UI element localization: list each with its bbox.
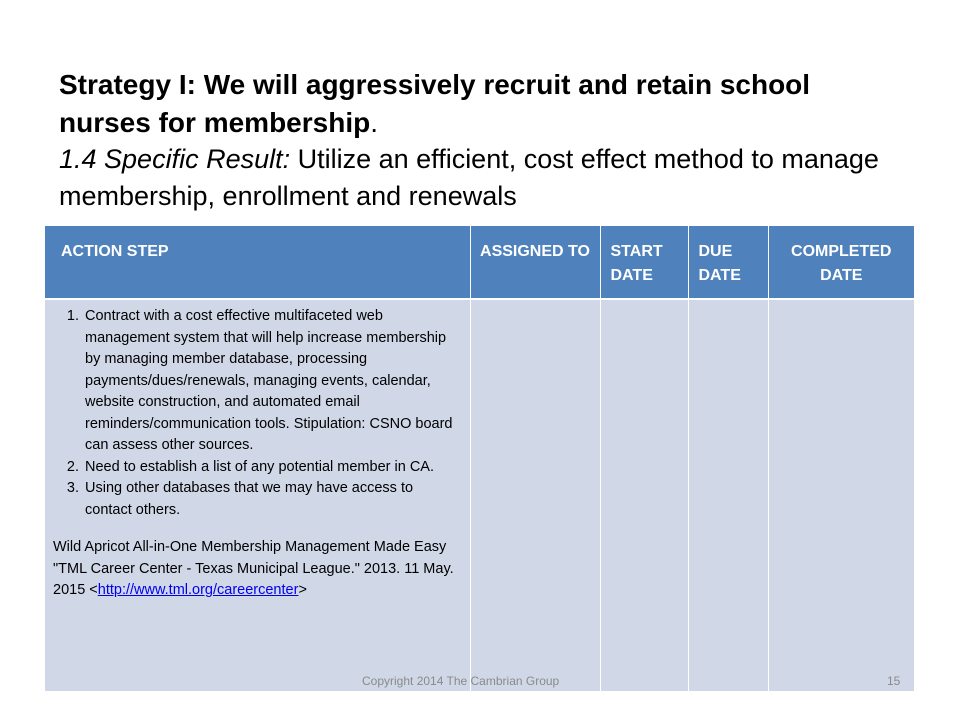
- action-step-item-1: 1. Contract with a cost effective multifaceted web management system that will help increase membership by managing member database, processing payments/dues/renewals, managing events, calendar, website construction, and automated email reminders/communication tools. Stipulation: CSNO board can assess other sources.: [83, 306, 462, 457]
- strategy-heading-line2: [59, 104, 939, 142]
- footer-copyright: Copyright 2014 The Cambrian Group: [362, 674, 560, 688]
- action-step-item-3: 3. Using other databases that we may have access to contact others.: [83, 478, 462, 521]
- strategy-heading-line2-text: nurses for membership: [59, 107, 371, 138]
- header-completed-date: COMPLETED DATE: [768, 226, 914, 299]
- start-date-cell: [600, 299, 688, 691]
- table-header-row: [45, 226, 914, 299]
- career-center-link[interactable]: http://www.tml.org/careercenter: [97, 582, 299, 598]
- action-step-cell: [45, 299, 470, 691]
- reference-note-line1: Wild Apricot All-in-One Membership Management Made Easy: [53, 539, 447, 555]
- reference-citation: "TML Career Center - Texas Municipal League." 2013. 11 May. 2015 <: [53, 560, 454, 598]
- due-date-cell: [688, 299, 768, 691]
- header-assigned-to: ASSIGNED TO: [470, 226, 600, 299]
- completed-date-cell: [768, 299, 914, 691]
- specific-result-text: Utilize an efficient, cost effect method to manage membership, enrollment and renewals: [59, 144, 879, 211]
- slide-title: [59, 66, 939, 215]
- table-row: [45, 299, 914, 691]
- strategy-heading-line1: Strategy I: We will aggressively recruit and retain school: [59, 69, 811, 100]
- header-start-date: START DATE: [600, 226, 688, 299]
- action-steps-table: [45, 226, 914, 691]
- strategy-heading-period: .: [370, 107, 378, 138]
- header-due-date: DUE DATE: [688, 226, 768, 299]
- reference-citation-end: >: [298, 582, 307, 598]
- reference-note: [53, 537, 462, 602]
- reference-note-line2: [53, 559, 462, 602]
- action-step-list: [53, 306, 462, 521]
- specific-result: [59, 141, 939, 215]
- action-step-item-2: 2. Need to establish a list of any potential member in CA.: [83, 457, 462, 479]
- header-action-step: ACTION STEP: [45, 226, 470, 299]
- specific-result-label: 1.4 Specific Result:: [59, 144, 291, 174]
- assigned-to-cell: [470, 299, 600, 691]
- slide-number: 15: [887, 674, 901, 688]
